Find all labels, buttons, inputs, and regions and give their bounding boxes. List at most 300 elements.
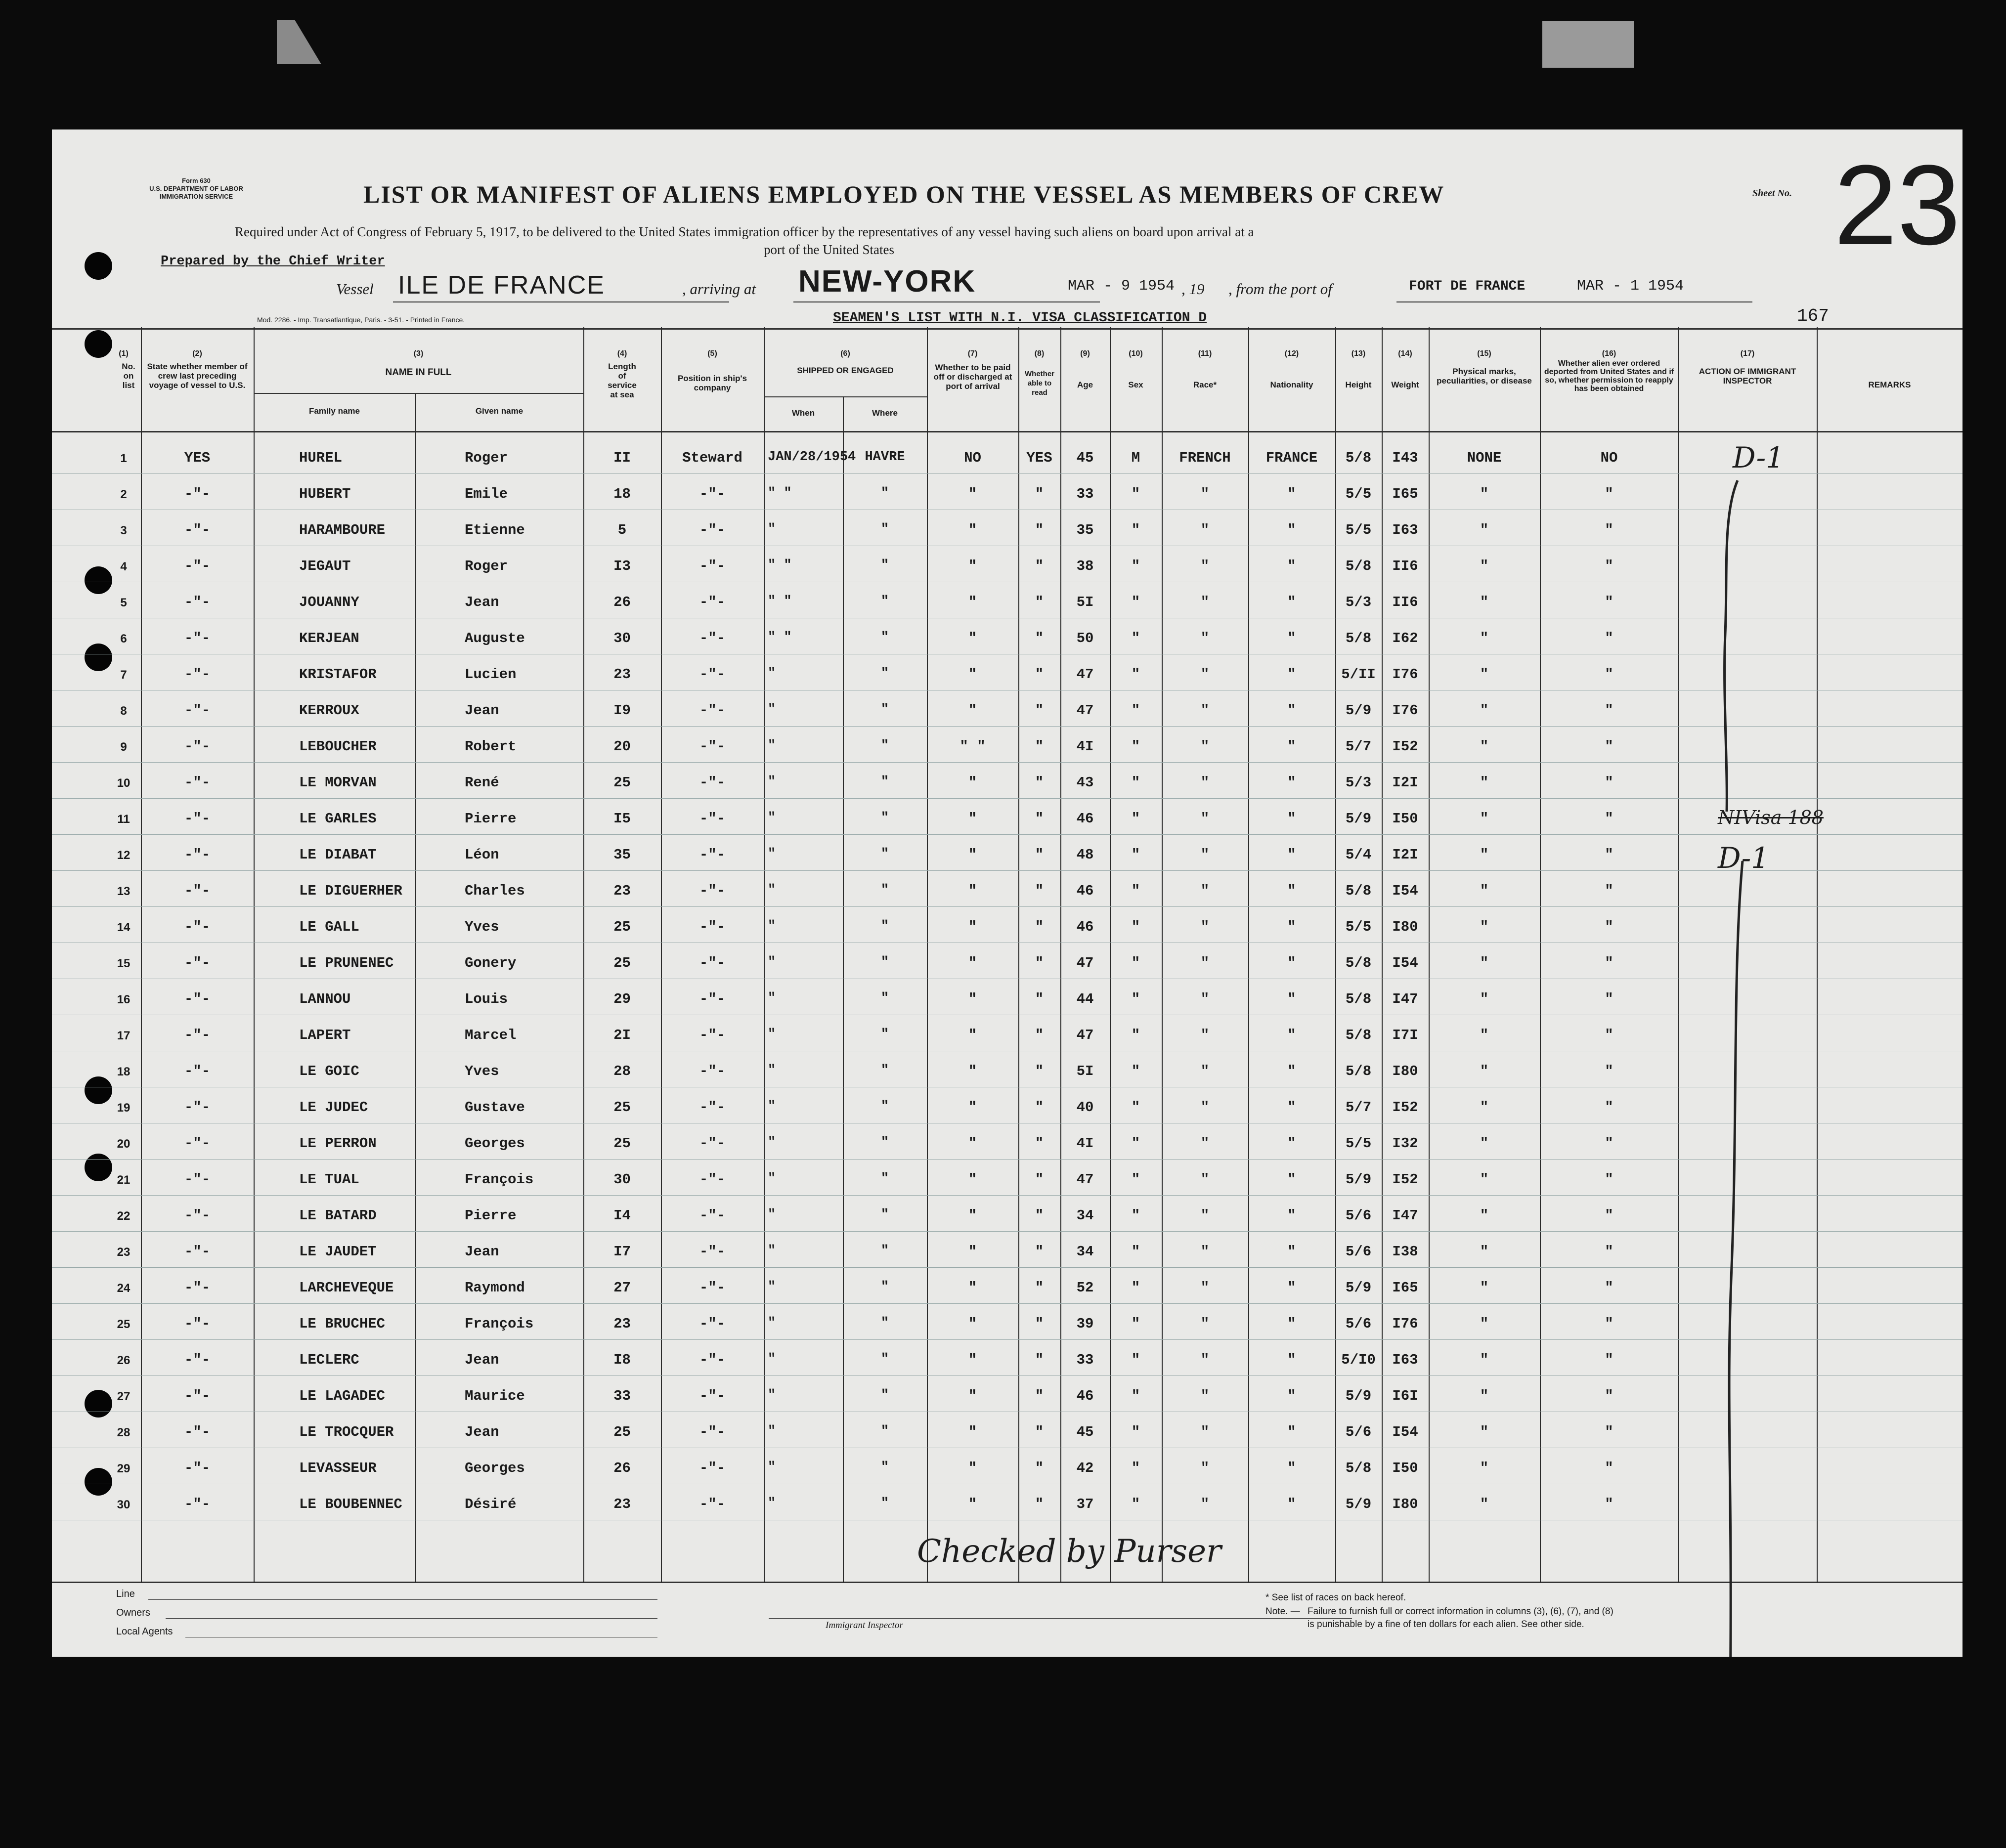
arrival-underline: [793, 301, 1100, 302]
age-cell: 5I: [1076, 1063, 1094, 1079]
col11-label: Race*: [1193, 380, 1217, 389]
sex-cell: ": [1131, 1171, 1140, 1188]
family-name-cell: HARAMBOURE: [299, 522, 386, 538]
given-name-cell: Roger: [465, 558, 508, 574]
race-cell: ": [1200, 991, 1210, 1007]
position-cell: -"-: [699, 738, 726, 755]
row-number: 20: [117, 1137, 131, 1151]
table-top-border: [52, 328, 1962, 330]
paid-off-cell: ": [968, 702, 977, 719]
race-cell: ": [1200, 883, 1210, 899]
race-cell: ": [1200, 630, 1210, 646]
prev-voyage-cell: -"-: [184, 811, 211, 827]
physical-marks-cell: ": [1480, 774, 1489, 791]
given-name-cell: Marcel: [465, 1027, 517, 1043]
given-name-cell: Lucien: [465, 666, 517, 683]
nationality-cell: ": [1287, 1027, 1296, 1043]
sex-cell: ": [1131, 1316, 1140, 1332]
race-cell: FRENCH: [1179, 450, 1231, 466]
shipped-where-cell: ": [880, 486, 889, 501]
deported-cell: ": [1605, 594, 1614, 610]
age-cell: 4I: [1076, 1135, 1094, 1152]
weight-cell: I2I: [1392, 847, 1418, 863]
col6-num: (6): [840, 349, 850, 358]
service-length-cell: 2I: [613, 1027, 631, 1043]
sex-cell: ": [1131, 522, 1140, 538]
shipped-when-cell: ": [768, 883, 776, 898]
physical-marks-cell: ": [1480, 1207, 1489, 1224]
able-to-read-cell: ": [1035, 811, 1044, 827]
physical-marks-cell: ": [1480, 1316, 1489, 1332]
shipped-when-cell: ": [768, 1244, 776, 1258]
position-cell: -"-: [699, 1244, 726, 1260]
deported-cell: ": [1605, 1207, 1614, 1224]
physical-marks-cell: ": [1480, 991, 1489, 1007]
weight-cell: I38: [1392, 1244, 1418, 1260]
service: IMMIGRATION SERVICE: [159, 193, 233, 200]
weight-cell: I47: [1392, 1207, 1418, 1224]
physical-marks-cell: ": [1480, 558, 1489, 574]
race-cell: ": [1200, 1460, 1210, 1476]
sex-cell: ": [1131, 811, 1140, 827]
shipped-when-cell: " ": [768, 594, 792, 609]
able-to-read-cell: ": [1035, 738, 1044, 755]
deported-cell: ": [1605, 522, 1614, 538]
given-name-cell: Jean: [465, 594, 499, 610]
prev-voyage-cell: -"-: [184, 1424, 211, 1440]
col1-num: (1): [119, 349, 129, 358]
physical-marks-cell: ": [1480, 1388, 1489, 1404]
shipped-where-cell: ": [880, 522, 889, 537]
family-name-cell: LE TROCQUER: [299, 1424, 394, 1440]
position-cell: -"-: [699, 1207, 726, 1224]
paid-off-cell: ": [968, 1280, 977, 1296]
shipped-when-cell: ": [768, 1460, 776, 1475]
physical-marks-cell: ": [1480, 811, 1489, 827]
col10-label: Sex: [1128, 380, 1143, 389]
weight-cell: I2I: [1392, 774, 1418, 791]
nationality-cell: ": [1287, 702, 1296, 719]
shipped-when-cell: " ": [768, 486, 792, 501]
prev-voyage-cell: -"-: [184, 1316, 211, 1332]
deported-cell: ": [1605, 702, 1614, 719]
row-number: 4: [120, 560, 127, 573]
inspector-label: Immigrant Inspector: [826, 1620, 903, 1631]
deported-cell: ": [1605, 1063, 1614, 1079]
able-to-read-cell: ": [1035, 1496, 1044, 1512]
shipped-where-cell: ": [880, 1063, 889, 1078]
position-cell: -"-: [699, 991, 726, 1007]
family-name-cell: LE BOUBENNEC: [299, 1496, 402, 1512]
shipped-when-cell: ": [768, 1424, 776, 1439]
height-cell: 5/II: [1341, 666, 1376, 683]
nationality-cell: ": [1287, 1496, 1296, 1512]
height-cell: 5/6: [1345, 1316, 1372, 1332]
service-length-cell: 28: [613, 1063, 631, 1079]
age-cell: 52: [1076, 1280, 1094, 1296]
paid-off-cell: ": [968, 594, 977, 610]
weight-cell: I63: [1392, 1352, 1418, 1368]
paid-off-cell: ": [968, 1207, 977, 1224]
nationality-cell: ": [1287, 1424, 1296, 1440]
sex-cell: ": [1131, 702, 1140, 719]
able-to-read-cell: ": [1035, 486, 1044, 502]
vessel-label: Vessel: [336, 280, 374, 298]
nationality-cell: ": [1287, 1207, 1296, 1224]
sex-cell: ": [1131, 1063, 1140, 1079]
film-edge-tab: [1542, 21, 1634, 68]
service-length-cell: 25: [613, 919, 631, 935]
position-cell: -"-: [699, 486, 726, 502]
shipped-when-cell: ": [768, 1207, 776, 1222]
paid-off-cell: ": [968, 1063, 977, 1079]
able-to-read-cell: ": [1035, 1171, 1044, 1188]
race-cell: ": [1200, 1496, 1210, 1512]
shipped-where-cell: ": [880, 955, 889, 970]
sex-cell: ": [1131, 738, 1140, 755]
paid-off-cell: ": [968, 847, 977, 863]
shipped-where-cell: ": [880, 594, 889, 609]
deported-cell: ": [1605, 558, 1614, 574]
physical-marks-cell: ": [1480, 1135, 1489, 1152]
prev-voyage-cell: -"-: [184, 486, 211, 502]
service-length-cell: 25: [613, 1424, 631, 1440]
sex-cell: ": [1131, 630, 1140, 646]
footer-line: [166, 1618, 657, 1619]
height-cell: 5/5: [1345, 486, 1372, 502]
height-cell: 5/8: [1345, 883, 1372, 899]
service-length-cell: 23: [613, 666, 631, 683]
weight-cell: I76: [1392, 1316, 1418, 1332]
age-cell: 47: [1076, 1027, 1094, 1043]
sex-cell: ": [1131, 1244, 1140, 1260]
paid-off-cell: ": [968, 1496, 977, 1512]
col14-label: Weight: [1391, 380, 1419, 389]
race-cell: ": [1200, 1244, 1210, 1260]
shipped-where-cell: ": [880, 666, 889, 681]
weight-cell: I65: [1392, 1280, 1418, 1296]
service-length-cell: 30: [613, 1171, 631, 1188]
col-divider: [1817, 327, 1818, 1583]
binding-hole: [85, 252, 112, 280]
shipped-where-cell: ": [880, 1135, 889, 1150]
row-number: 30: [117, 1498, 131, 1511]
shipped-where-cell: ": [880, 1280, 889, 1294]
nationality-cell: ": [1287, 738, 1296, 755]
col3-label: NAME IN FULL: [385, 367, 452, 378]
race-cell: ": [1200, 774, 1210, 791]
able-to-read-cell: ": [1035, 1207, 1044, 1224]
age-cell: 43: [1076, 774, 1094, 791]
race-cell: ": [1200, 666, 1210, 683]
shipped-when-cell: " ": [768, 558, 792, 573]
paid-off-cell: ": [968, 1135, 977, 1152]
age-cell: 34: [1076, 1207, 1094, 1224]
able-to-read-cell: ": [1035, 1460, 1044, 1476]
col9-num: (9): [1080, 349, 1090, 358]
height-cell: 5/8: [1345, 955, 1372, 971]
able-to-read-cell: ": [1035, 594, 1044, 610]
paid-off-cell: ": [968, 1352, 977, 1368]
given-name-cell: Léon: [465, 847, 499, 863]
action-annotation-top: D-1: [1733, 441, 1785, 474]
service-length-cell: 27: [613, 1280, 631, 1296]
row-number: 10: [117, 776, 131, 790]
table-header-border: [52, 431, 1962, 432]
given-name-cell: Gustave: [465, 1099, 525, 1116]
shipped-where-cell: ": [880, 811, 889, 825]
shipped-when-cell: ": [768, 811, 776, 825]
family-name-cell: KERJEAN: [299, 630, 359, 646]
prev-voyage-cell: -"-: [184, 955, 211, 971]
shipped-subheader-line: [764, 396, 927, 397]
given-name-cell: Emile: [465, 486, 508, 502]
physical-marks-cell: ": [1480, 1460, 1489, 1476]
prev-voyage-cell: -"-: [184, 1280, 211, 1296]
col15-label: Physical marks, peculiarities, or disease: [1437, 367, 1532, 386]
service-length-cell: I3: [613, 558, 631, 574]
position-cell: -"-: [699, 883, 726, 899]
family-name-cell: LAPERT: [299, 1027, 351, 1043]
able-to-read-cell: ": [1035, 1099, 1044, 1116]
shipped-where-cell: ": [880, 1171, 889, 1186]
physical-marks-cell: ": [1480, 738, 1489, 755]
note-label: Note. —: [1265, 1606, 1300, 1617]
family-name-cell: LE JUDEC: [299, 1099, 368, 1116]
col8-label: Whether able to read: [1025, 370, 1054, 397]
action-annotation-strike: NIVisa 188: [1718, 807, 1824, 828]
departure-underline: [1396, 301, 1752, 302]
nationality-cell: ": [1287, 883, 1296, 899]
race-cell: ": [1200, 1207, 1210, 1224]
given-name-cell: Jean: [465, 1424, 499, 1440]
position-cell: -"-: [699, 1316, 726, 1332]
race-cell: ": [1200, 702, 1210, 719]
nationality-cell: ": [1287, 1316, 1296, 1332]
able-to-read-cell: ": [1035, 774, 1044, 791]
deported-cell: ": [1605, 1171, 1614, 1188]
shipped-where-cell: ": [880, 1424, 889, 1439]
deported-cell: ": [1605, 919, 1614, 935]
service-length-cell: 30: [613, 630, 631, 646]
family-name-cell: HUBERT: [299, 486, 351, 502]
height-cell: 5/7: [1345, 1099, 1372, 1116]
height-cell: 5/6: [1345, 1207, 1372, 1224]
row-rule: [52, 726, 1962, 727]
vessel-name: ILE DE FRANCE: [398, 271, 605, 300]
age-cell: 45: [1076, 450, 1094, 466]
given-name-cell: Pierre: [465, 811, 517, 827]
age-cell: 33: [1076, 1352, 1094, 1368]
height-cell: 5/8: [1345, 450, 1372, 466]
shipped-where-cell: ": [880, 1207, 889, 1222]
paid-off-cell: ": [968, 630, 977, 646]
sex-cell: ": [1131, 955, 1140, 971]
deported-cell: ": [1605, 811, 1614, 827]
row-number: 23: [117, 1246, 131, 1259]
nationality-cell: ": [1287, 594, 1296, 610]
height-cell: 5/I0: [1341, 1352, 1376, 1368]
given-name-cell: François: [465, 1171, 534, 1188]
row-rule: [52, 1195, 1962, 1196]
row-number: 24: [117, 1282, 131, 1295]
paid-off-cell: " ": [959, 738, 986, 755]
height-cell: 5/5: [1345, 1135, 1372, 1152]
deported-cell: ": [1605, 738, 1614, 755]
able-to-read-cell: ": [1035, 847, 1044, 863]
deported-cell: ": [1605, 1280, 1614, 1296]
nationality-cell: ": [1287, 1460, 1296, 1476]
paid-off-cell: ": [968, 1244, 977, 1260]
requirement-line-1: Required under Act of Congress of February 5, 1917, to be delivered to the United States immigration officer by the representatives of any vessel having such aliens on board upon arrival at a: [235, 224, 1254, 239]
service-length-cell: 23: [613, 1496, 631, 1512]
weight-cell: I76: [1392, 702, 1418, 719]
age-cell: 50: [1076, 630, 1094, 646]
able-to-read-cell: ": [1035, 1135, 1044, 1152]
given-name-cell: Raymond: [465, 1280, 525, 1296]
physical-marks-cell: ": [1480, 1099, 1489, 1116]
age-cell: 47: [1076, 666, 1094, 683]
shipped-where-cell: ": [880, 1099, 889, 1114]
col16-label: Whether alien ever ordered deported from United States and if so, whether permission to reapply has been obtained: [1544, 359, 1674, 393]
paid-off-cell: ": [968, 666, 977, 683]
weight-cell: I52: [1392, 738, 1418, 755]
position-cell: -"-: [699, 1352, 726, 1368]
service-length-cell: 25: [613, 955, 631, 971]
physical-marks-cell: ": [1480, 919, 1489, 935]
family-name-cell: KRISTAFOR: [299, 666, 377, 683]
sex-cell: ": [1131, 558, 1140, 574]
row-number: 25: [117, 1318, 131, 1331]
deported-cell: ": [1605, 955, 1614, 971]
weight-cell: I76: [1392, 666, 1418, 683]
height-cell: 5/9: [1345, 1496, 1372, 1512]
prev-voyage-cell: -"-: [184, 594, 211, 610]
paid-off-cell: ": [968, 1460, 977, 1476]
seamen-list-heading: SEAMEN'S LIST WITH N.I. VISA CLASSIFICATION D: [833, 310, 1207, 326]
service-length-cell: I7: [613, 1244, 631, 1260]
sex-cell: ": [1131, 1460, 1140, 1476]
able-to-read-cell: ": [1035, 883, 1044, 899]
nationality-cell: ": [1287, 774, 1296, 791]
col13-num: (13): [1351, 349, 1366, 358]
paid-off-cell: ": [968, 1027, 977, 1043]
nationality-cell: ": [1287, 1171, 1296, 1188]
service-length-cell: 25: [613, 1099, 631, 1116]
able-to-read-cell: ": [1035, 919, 1044, 935]
weight-cell: II6: [1392, 594, 1418, 610]
sex-cell: ": [1131, 883, 1140, 899]
col14-num: (14): [1398, 349, 1412, 358]
nationality-cell: ": [1287, 1063, 1296, 1079]
departure-port: FORT DE FRANCE: [1409, 279, 1526, 294]
paid-off-cell: ": [968, 883, 977, 899]
position-cell: -"-: [699, 1460, 726, 1476]
age-cell: 40: [1076, 1099, 1094, 1116]
given-name-cell: Roger: [465, 450, 508, 466]
row-number: 5: [120, 596, 127, 609]
col17-num: (17): [1740, 349, 1755, 358]
action-annotation-lower: D-1: [1718, 841, 1770, 875]
row-rule: [52, 1375, 1962, 1376]
paid-off-cell: ": [968, 522, 977, 538]
height-cell: 5/3: [1345, 594, 1372, 610]
position-cell: -"-: [699, 1027, 726, 1043]
shipped-where-cell: ": [880, 1352, 889, 1367]
col12-label: Nationality: [1270, 380, 1313, 389]
col10-num: (10): [1129, 349, 1143, 358]
height-cell: 5/9: [1345, 1171, 1372, 1188]
given-name-cell: Yves: [465, 1063, 499, 1079]
from-label: , from the port of: [1228, 280, 1332, 298]
height-cell: 5/5: [1345, 522, 1372, 538]
deported-cell: ": [1605, 1460, 1614, 1476]
shipped-when-cell: ": [768, 666, 776, 681]
sex-cell: ": [1131, 1280, 1140, 1296]
film-edge-mark: [277, 20, 321, 64]
table-bottom-border: [52, 1582, 1962, 1583]
col-divider: [843, 396, 844, 1583]
paid-off-cell: ": [968, 1388, 977, 1404]
row-number: 1: [120, 452, 127, 465]
shipped-where-cell: ": [880, 991, 889, 1006]
weight-cell: I65: [1392, 486, 1418, 502]
physical-marks-cell: ": [1480, 630, 1489, 646]
nationality-cell: ": [1287, 1135, 1296, 1152]
nationality-cell: ": [1287, 1388, 1296, 1404]
physical-marks-cell: ": [1480, 1063, 1489, 1079]
deported-cell: ": [1605, 847, 1614, 863]
prev-voyage-cell: -"-: [184, 1135, 211, 1152]
sex-cell: ": [1131, 1027, 1140, 1043]
sex-cell: ": [1131, 1099, 1140, 1116]
physical-marks-cell: ": [1480, 702, 1489, 719]
family-name-cell: LE LAGADEC: [299, 1388, 386, 1404]
given-name-cell: Gonery: [465, 955, 517, 971]
service-length-cell: 23: [613, 883, 631, 899]
shipped-where-cell: ": [880, 558, 889, 573]
service-length-cell: 33: [613, 1388, 631, 1404]
age-cell: 34: [1076, 1244, 1094, 1260]
physical-marks-cell: ": [1480, 1496, 1489, 1512]
page-reference: 167: [1797, 306, 1829, 326]
age-cell: 46: [1076, 1388, 1094, 1404]
position-cell: -"-: [699, 1388, 726, 1404]
height-cell: 5/3: [1345, 774, 1372, 791]
row-number: 22: [117, 1209, 131, 1223]
col4-num: (4): [617, 349, 627, 358]
arrival-port: NEW-YORK: [798, 264, 976, 299]
height-cell: 5/5: [1345, 919, 1372, 935]
shipped-when-cell: ": [768, 991, 776, 1006]
shipped-when-cell: ": [768, 1063, 776, 1078]
shipped-where-cell: ": [880, 1460, 889, 1475]
age-cell: 5I: [1076, 594, 1094, 610]
service-length-cell: 29: [613, 991, 631, 1007]
position-cell: -"-: [699, 630, 726, 646]
shipped-when-cell: JAN/28/1954: [768, 450, 856, 465]
race-cell: ": [1200, 1171, 1210, 1188]
able-to-read-cell: ": [1035, 1352, 1044, 1368]
sex-cell: M: [1131, 450, 1140, 466]
nationality-cell: ": [1287, 811, 1296, 827]
note-text-1: Failure to furnish full or correct information in columns (3), (6), (7), and (8): [1308, 1606, 1614, 1617]
weight-cell: I54: [1392, 1424, 1418, 1440]
able-to-read-cell: ": [1035, 1244, 1044, 1260]
row-rule: [52, 1303, 1962, 1304]
weight-cell: I50: [1392, 811, 1418, 827]
position-cell: -"-: [699, 1063, 726, 1079]
